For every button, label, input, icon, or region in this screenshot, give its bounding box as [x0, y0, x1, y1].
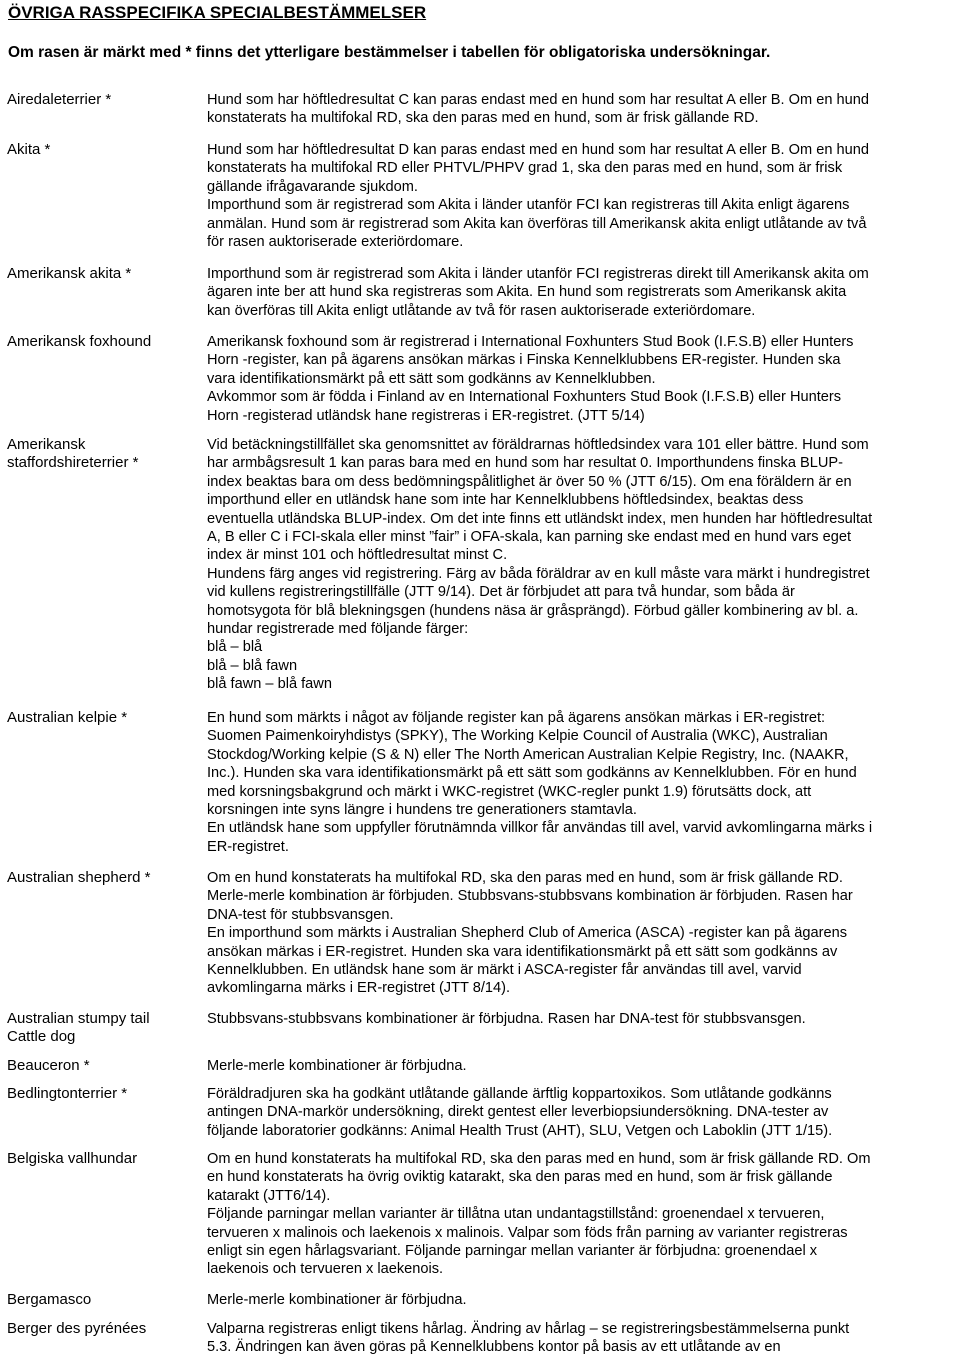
breed-name-line: Airedaleterrier * [7, 91, 112, 108]
rule-text-line: konstaterats ha multifokal RD, ska den paras med en hund, som är frisk gällande RD. [207, 110, 759, 127]
breed-rule-text [207, 709, 957, 856]
rule-text-line: konstaterats ha multifokal RD eller PHTVL/PHPV grad 1, ska den paras med en hund, som är frisk [207, 160, 843, 177]
rule-text-line: Föräldradjuren ska ha godkänt utlåtande gällande ärftlig koppartoxikos. Som utlåtande godkänns [207, 1086, 832, 1102]
rule-text-line: Följande parningar mellan varianter är tillåtna utan undantagstillstånd: groenendael x tervueren, [207, 1206, 825, 1223]
rule-text-line: eventuella utländska BLUP-index. Om det inte finns ett utländskt index, men hunden har höftledresultat [207, 510, 873, 527]
breed-name-line: Bedlingtonterrier * [7, 1085, 128, 1102]
breed-rule-text [207, 91, 957, 128]
breed-name [7, 1150, 197, 1168]
breed-name-line: Beauceron * [7, 1057, 90, 1074]
breed-rule-text [207, 333, 957, 425]
breed-rule-text [207, 141, 957, 251]
rule-text-line: hundar registrerade med följande färger: [207, 621, 469, 638]
breed-name [7, 1010, 197, 1047]
rule-text-line: blå – blå fawn [207, 657, 298, 674]
breed-name [7, 265, 197, 283]
rule-text-line: katarakt (JTT6/14). [207, 1187, 331, 1204]
breed-rule-text [207, 436, 957, 694]
breed-name [7, 436, 197, 473]
rule-text-line: vid kullens registreringstillfälle (JTT 9/14). Det är förbjudet att para två hundar, som båda är [207, 584, 795, 601]
rule-text-line: Avkommor som är födda i Finland av en International Foxhunters Stud Book (I.F.S.B) eller Hunters [207, 389, 842, 406]
breed-name-line: Australian stumpy tail [7, 1010, 150, 1027]
breed-name-line: Belgiska vallhundar [7, 1150, 138, 1167]
rule-text-line: Horn -register, kan på ägarens ansökan märkas i Finska Kennelklubbens ER-register. Hunden ska [207, 352, 841, 369]
rule-text-line: En importhund som märkts i Australian Shepherd Club of America (ASCA) -register kan på ägarens [207, 925, 847, 942]
rule-text-line: Stockdog/Working kelpie (S & N) eller The North American Australian Kelpie Registry, Inc. (NAAKR, [207, 746, 849, 763]
breed-name [7, 709, 197, 727]
breed-name [7, 91, 197, 109]
rule-text-line: Inc.). Hunden ska vara identifikationsmärkt på ett sätt som godkänns av Kennelklubben. För en hund [207, 765, 857, 782]
rule-text-line: ER-registret. [207, 838, 289, 855]
rule-text-line: korsningen inte syns längre i hundens tre generationers stamtavla. [207, 802, 637, 819]
breed-name [7, 1320, 197, 1338]
breed-name-line: Berger des pyrénées [7, 1320, 147, 1337]
rule-text-line: En utländsk hane som uppfyller förutnämnda villkor får användas till avel, varvid avkomlingarna märks i [207, 820, 873, 837]
rule-text-line: för rasen auktoriserade exteriördomare. [207, 234, 464, 251]
breed-name-line: Amerikansk akita * [7, 265, 132, 282]
breed-name-line: Australian kelpie * [7, 709, 128, 726]
rule-text-line: med korsningsbakgrund och märkt i WKC-registret (WKC-regler punkt 1.9) förutsätts dock, att [207, 783, 812, 800]
rule-text-line: Merle-merle kombinationer är förbjudna. [207, 1058, 467, 1074]
rule-text-line: blå fawn – blå fawn [207, 676, 332, 693]
rule-text-line: vara identifikationsmärkt på ett sätt som godkänns av Kennelklubben. [207, 370, 656, 387]
breed-rule-text [207, 1085, 957, 1140]
page-title: ÖVRIGA RASSPECIFIKA SPECIALBESTÄMMELSER [8, 3, 427, 22]
rule-text-line: blå – blå [207, 639, 263, 656]
rule-text-line: tervueren x malinois och laekenois x malinois. Valpar som föds från parning av varianter registreras [207, 1224, 848, 1241]
rule-text-line: index beaktas bara om dess bedömningspålitlighet är över 50 % (JTT 6/15). Om ena föräldern är en [207, 473, 852, 490]
rule-text-line: följande laboratorier godkänns: Animal Health Trust (AHT), SLU, Vetgen och Laboklin (JTT 1/15). [207, 1122, 833, 1139]
rule-text-line: A, B eller C i FCI-skala eller minst ”fair” i OFA-skala, kan parning ske endast med en hund vars eget [207, 529, 852, 546]
breed-rule-text [207, 1010, 957, 1028]
breed-rule-text [207, 265, 957, 320]
rule-text-line: ansökan märkas i ER-registret. Hunden ska vara identifikationsmärkt på ett sätt som godkänns av [207, 943, 838, 960]
rule-text-line: laekenois och tervueren x laekenois. [207, 1261, 444, 1278]
rule-text-line: kan överföras till Akita enligt utlåtande av två för rasen auktoriserade exteriördomare. [207, 302, 756, 319]
breed-name [7, 1057, 197, 1075]
rule-text-line: Hundens färg anges vid registrering. Färg av båda föräldrar av en kull måste vara märkt i hundregistret [207, 565, 870, 582]
breed-name [7, 869, 197, 887]
breed-rule-text [207, 1291, 957, 1309]
breed-name [7, 333, 197, 351]
rule-text-line: 5.3. Ändringen kan även göras på Kennelklubbens kontor på basis av ett utlåtande av en [207, 1339, 781, 1356]
rule-text-line: Merle-merle kombinationer är förbjudna. [207, 1292, 467, 1308]
rule-text-line: importhund eller en utländsk hane som inte har Kennelklubbens höftledsindex, beaktas dess [207, 492, 804, 509]
rule-text-line: Merle-merle kombination är förbjuden. Stubbsvans-stubbsvans kombination är förbjuden. Rasen har [207, 888, 853, 905]
breed-rule-text [207, 1057, 957, 1075]
rule-text-line: anmälan. Hund som är registrerad som Akita kan överföras till Amerikansk akita enligt utlåtande av två [207, 215, 867, 232]
rule-text-line: Suomen Paimenkoiryhdistys (SPKY), The Working Kelpie Council of Australia (WKC), Australian [207, 728, 828, 745]
rule-text-line: en hund konstaterats ha övrig oviktig katarakt, ska den paras med en hund, som är frisk gällande [207, 1169, 833, 1186]
rule-text-line: Importhund som är registrerad som Akita i länder utanför FCI kan registreras till Akita enligt ägarens [207, 197, 850, 214]
rule-text-line: Stubbsvans-stubbsvans kombinationer är förbjudna. Rasen har DNA-test för stubbsvansgen. [207, 1011, 806, 1027]
rule-text-line: avkomlingarna märks i ER-registret (JTT 8/14). [207, 980, 511, 997]
rule-text-line: har armbågsresult 1 kan paras bara med en hund som har resultat 0. Importhundens finska BLUP- [207, 455, 843, 472]
rule-text-line: enligt sin egen hårlagsvariant. Följande parningar mellan varianter är förbjudna: groenendael x [207, 1243, 818, 1260]
breed-name [7, 1085, 197, 1103]
rule-text-line: Om en hund konstaterats ha multifokal RD, ska den paras med en hund, som är frisk gällande RD. Om [207, 1151, 871, 1167]
breed-name-line: Bergamasco [7, 1291, 92, 1308]
rule-text-line: Vid betäckningstillfället ska genomsnittet av föräldrarnas höftledsindex vara 101 eller bättre. Hund som [207, 437, 869, 453]
rule-text-line: Kennelklubben. En utländsk hane som är märkt i ASCA-register får användas till avel, varvid [207, 962, 802, 979]
breed-name-line: Cattle dog [7, 1028, 76, 1046]
rule-text-line: Hund som har höftledresultat D kan paras endast med en hund som har resultat A eller B. Om en hund [207, 142, 869, 158]
rule-text-line: Hund som har höftledresultat C kan paras endast med en hund som har resultat A eller B. Om en hund [207, 92, 869, 108]
breed-rule-text [207, 1150, 957, 1279]
breed-rule-text [207, 869, 957, 998]
rule-text-line: Om en hund konstaterats ha multifokal RD, ska den paras med en hund, som är frisk gällande RD. [207, 870, 843, 886]
rule-text-line: Valparna registreras enligt tikens hårlag. Ändring av hårlag – se registreringsbestämmelserna punkt [207, 1321, 850, 1337]
breed-name-line: Akita * [7, 141, 51, 158]
breed-name-line: Amerikansk foxhound [7, 333, 152, 350]
breed-rule-text [207, 1320, 957, 1357]
rule-text-line: antingen DNA-markör undersökning, direkt gentest eller leverbiopsiundersökning. DNA-tester av [207, 1104, 829, 1121]
rule-text-line: homotsygota för blå blekningsgen (hundens näsa är gråsprängd). Förbud gäller kombinering av bl. a. [207, 602, 859, 619]
breed-name [7, 141, 197, 159]
breed-name-line: staffordshireterrier * [7, 454, 139, 472]
breed-name [7, 1291, 197, 1309]
rule-text-line: gällande ifrågavarande sjukdom. [207, 178, 418, 195]
rule-text-line: index är minst 101 och höftledresultat minst C. [207, 547, 508, 564]
rule-text-line: Importhund som är registrerad som Akita i länder utanför FCI registreras direkt till Amerikansk akita om [207, 266, 869, 282]
breed-name-line: Amerikansk [7, 436, 86, 453]
rule-text-line: En hund som märkts i något av följande register kan på ägarens ansökan märkas i ER-registret: [207, 710, 826, 726]
rule-text-line: Horn -registerad utländsk hane registreras i ER-registret. (JTT 5/14) [207, 407, 645, 424]
rule-text-line: DNA-test för stubbsvansgen. [207, 906, 394, 923]
rule-text-line: ägaren inte ber att hund ska registreras som Akita. En hund som registrerats som Amerikansk akita [207, 284, 847, 301]
rule-text-line: Amerikansk foxhound som är registrerad i International Foxhunters Stud Book (I.F.S.B) eller Hunters [207, 334, 854, 350]
breed-name-line: Australian shepherd * [7, 869, 151, 886]
page-subtitle: Om rasen är märkt med * finns det ytterligare bestämmelser i tabellen för obligatoriska undersökningar. [8, 44, 771, 61]
